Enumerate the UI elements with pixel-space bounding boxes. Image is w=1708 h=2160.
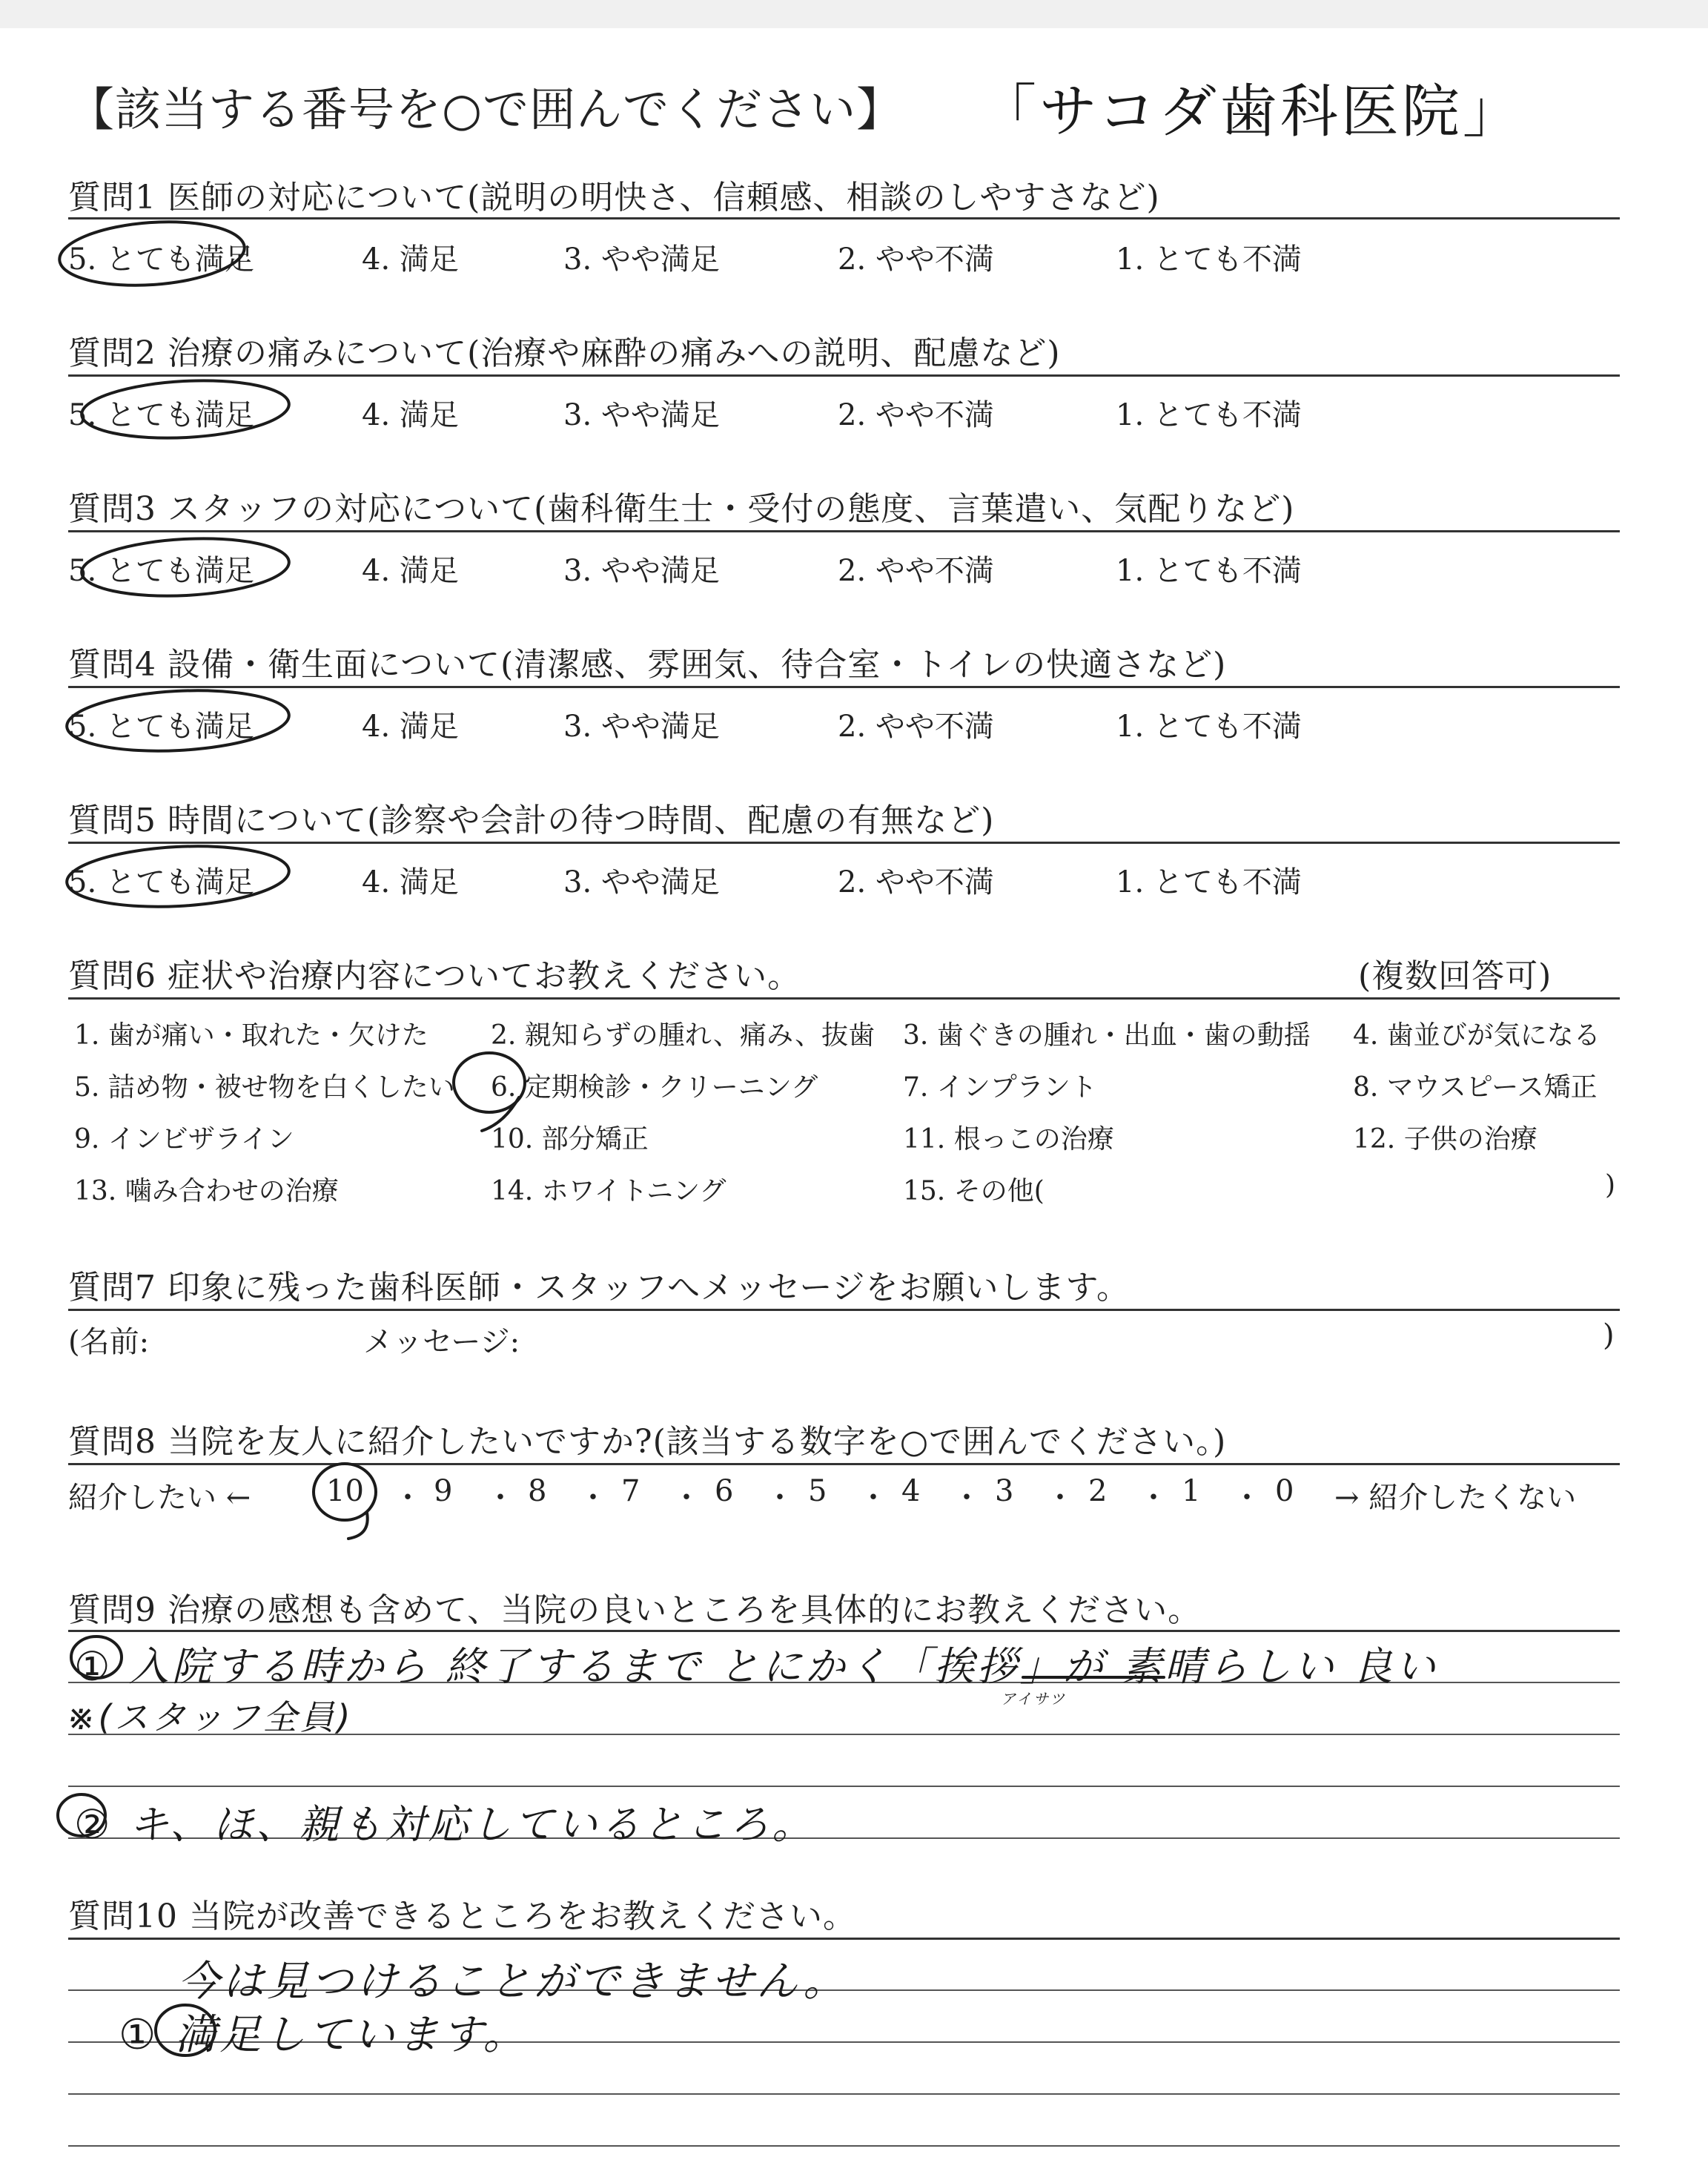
- q5-option-3[interactable]: 3. やや満足: [563, 865, 720, 899]
- q1-option-5[interactable]: 5. とても満足: [68, 242, 254, 277]
- q8-dot: ・: [1232, 1481, 1262, 1515]
- q7-message-label: メッセージ:: [363, 1325, 520, 1359]
- q7-name-label: (名前:: [68, 1325, 150, 1359]
- scan-edge: [0, 0, 1708, 28]
- question-9-label: 質問9 治療の感想も含めて、当院の良いところを具体的にお教えください。: [68, 1591, 1202, 1629]
- q9-handwritten-line-3: ② キ、ほ、親も対応しているところ。: [74, 1801, 815, 1848]
- q8-dot: ・: [952, 1481, 982, 1515]
- q5-option-1[interactable]: 1. とても不満: [1116, 865, 1302, 899]
- q8-dot: ・: [858, 1481, 888, 1515]
- q6-option-5[interactable]: 5. 詰め物・被せ物を白くしたい: [74, 1072, 455, 1103]
- q8-score-7[interactable]: 7: [621, 1474, 640, 1508]
- divider: [68, 1630, 1620, 1632]
- q8-score-3[interactable]: 3: [995, 1474, 1014, 1508]
- q6-option-13[interactable]: 13. 噛み合わせの治療: [74, 1176, 339, 1206]
- clinic-name-handwritten: 「サコダ歯科医院」: [979, 79, 1523, 145]
- q6-option-7[interactable]: 7. インプラント: [903, 1072, 1097, 1103]
- q8-score-8[interactable]: 8: [528, 1474, 547, 1508]
- q6-option-11[interactable]: 11. 根っこの治療: [903, 1124, 1114, 1155]
- answer-line: [68, 1786, 1620, 1787]
- divider: [68, 1938, 1620, 1940]
- q8-score-2[interactable]: 2: [1088, 1474, 1108, 1508]
- q8-score-6[interactable]: 6: [715, 1474, 734, 1508]
- question-2-label: 質問2 治療の痛みについて(治療や麻酔の痛みへの説明、配慮など): [68, 334, 1061, 372]
- q8-score-5[interactable]: 5: [808, 1474, 827, 1508]
- q3-option-4[interactable]: 4. 満足: [362, 554, 459, 588]
- instruction-heading: 【該当する番号を○で囲んでください】: [68, 82, 904, 136]
- question-7-label: 質問7 印象に残った歯科医師・スタッフへメッセージをお願いします。: [68, 1269, 1130, 1307]
- divider: [68, 842, 1620, 844]
- q1-option-2[interactable]: 2. やや不満: [838, 242, 994, 277]
- q6-option-14[interactable]: 14. ホワイトニング: [491, 1176, 726, 1206]
- q9-handwritten-ruby: アイサツ: [1001, 1690, 1067, 1708]
- q3-option-5[interactable]: 5. とても満足: [68, 554, 254, 588]
- q4-option-1[interactable]: 1. とても不満: [1116, 710, 1302, 744]
- q3-option-3[interactable]: 3. やや満足: [563, 554, 720, 588]
- q8-dot: ・: [578, 1481, 608, 1515]
- q6-option-15[interactable]: 15. その他(: [903, 1176, 1045, 1206]
- q8-score-10[interactable]: 10: [326, 1474, 364, 1508]
- q8-score-0[interactable]: 0: [1275, 1474, 1294, 1508]
- q2-option-1[interactable]: 1. とても不満: [1116, 398, 1302, 432]
- q4-option-2[interactable]: 2. やや不満: [838, 710, 994, 744]
- q8-score-4[interactable]: 4: [901, 1474, 921, 1508]
- q6-option-12[interactable]: 12. 子供の治療: [1353, 1124, 1537, 1155]
- q6-other-close: ): [1605, 1170, 1616, 1200]
- q4-option-4[interactable]: 4. 満足: [362, 710, 459, 744]
- divider: [68, 686, 1620, 688]
- q8-score-9[interactable]: 9: [434, 1474, 453, 1508]
- q6-option-1[interactable]: 1. 歯が痛い・取れた・欠けた: [74, 1020, 428, 1051]
- q2-option-3[interactable]: 3. やや満足: [563, 398, 720, 432]
- q8-selection-tail: [348, 1513, 368, 1539]
- q8-dot: ・: [672, 1481, 701, 1515]
- q4-option-3[interactable]: 3. やや満足: [563, 710, 720, 744]
- q2-option-5[interactable]: 5. とても満足: [68, 398, 254, 432]
- question-3-label: 質問3 スタッフの対応について(歯科衛生士・受付の態度、言葉遣い、気配りなど): [68, 490, 1295, 528]
- q6-option-3[interactable]: 3. 歯ぐきの腫れ・出血・歯の動揺: [903, 1020, 1311, 1051]
- q5-option-5[interactable]: 5. とても満足: [68, 865, 254, 899]
- q6-option-9[interactable]: 9. インビザライン: [74, 1124, 294, 1155]
- answer-line: [68, 2093, 1620, 2095]
- divider: [68, 997, 1620, 1000]
- q8-left-label: 紹介したい ←: [68, 1481, 251, 1515]
- q6-option-6[interactable]: 6. 定期検診・クリーニング: [491, 1072, 818, 1103]
- q10-handwritten-line-1: 今は見つけることができません。: [178, 1958, 848, 2006]
- q8-right-label: → 紹介したくない: [1334, 1481, 1577, 1515]
- q1-option-3[interactable]: 3. やや満足: [563, 242, 720, 277]
- q1-option-1[interactable]: 1. とても不満: [1116, 242, 1302, 277]
- q8-dot: ・: [1139, 1481, 1168, 1515]
- q3-option-1[interactable]: 1. とても不満: [1116, 554, 1302, 588]
- q6-option-10[interactable]: 10. 部分矯正: [491, 1124, 649, 1155]
- question-1-label: 質問1 医師の対応について(説明の明快さ、信頼感、相談のしやすさなど): [68, 179, 1160, 217]
- q6-option-2[interactable]: 2. 親知らずの腫れ、痛み、抜歯: [491, 1020, 875, 1051]
- question-6-note: (複数回答可): [1358, 957, 1552, 995]
- divider: [68, 374, 1620, 377]
- question-8-label: 質問8 当院を友人に紹介したいですか?(該当する数字を○で囲んでください。): [68, 1423, 1227, 1461]
- q8-dot: ・: [486, 1481, 515, 1515]
- q6-option-4[interactable]: 4. 歯並びが気になる: [1353, 1020, 1601, 1051]
- question-4-label: 質問4 設備・衛生面について(清潔感、雰囲気、待合室・トイレの快適さなど): [68, 646, 1227, 684]
- q3-option-2[interactable]: 2. やや不満: [838, 554, 994, 588]
- q6-option-8[interactable]: 8. マウスピース矯正: [1353, 1072, 1598, 1103]
- q9-handwritten-line-2: ※(スタッフ全員): [67, 1697, 354, 1737]
- q1-option-4[interactable]: 4. 満足: [362, 242, 459, 277]
- q8-dot: ・: [393, 1481, 423, 1515]
- q2-option-4[interactable]: 4. 満足: [362, 398, 459, 432]
- divider: [68, 530, 1620, 532]
- q2-option-2[interactable]: 2. やや不満: [838, 398, 994, 432]
- q9-handwritten-line-1: ① 入院する時から 終了するまで とにかく「挨拶」が 素晴らしい 良い: [74, 1643, 1439, 1690]
- divider: [68, 1309, 1620, 1311]
- divider: [68, 217, 1620, 219]
- answer-line: [68, 2145, 1620, 2147]
- q5-option-4[interactable]: 4. 満足: [362, 865, 459, 899]
- divider: [68, 1463, 1620, 1465]
- q8-dot: ・: [1045, 1481, 1075, 1515]
- question-10-label: 質問10 当院が改善できるところをお教えください。: [68, 1898, 856, 1935]
- question-6-label: 質問6 症状や治療内容についてお教えください。: [68, 957, 801, 995]
- q8-dot: ・: [765, 1481, 795, 1515]
- q5-option-2[interactable]: 2. やや不満: [838, 865, 994, 899]
- q7-close: ): [1603, 1318, 1615, 1353]
- question-5-label: 質問5 時間について(診察や会計の待つ時間、配慮の有無など): [68, 802, 995, 839]
- q4-option-5[interactable]: 5. とても満足: [68, 710, 254, 744]
- q8-score-1[interactable]: 1: [1182, 1474, 1201, 1508]
- q10-handwritten-line-2: ① 満足しています。: [119, 2011, 528, 2059]
